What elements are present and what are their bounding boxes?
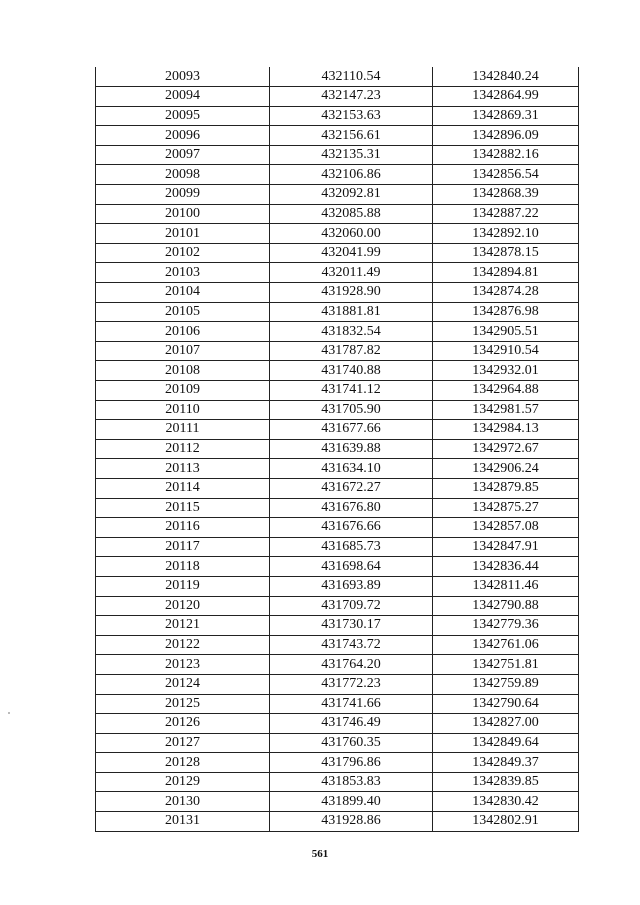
point-id-cell: 20094 [96,87,270,107]
x-coordinate-cell: 431832.54 [270,322,433,342]
table-row [96,518,579,538]
y-coordinate-cell: 1342802.91 [433,812,579,832]
point-id-cell: 20096 [96,126,270,146]
x-coordinate-cell: 431796.86 [270,753,433,773]
table-row [96,224,579,244]
point-id-cell: 20116 [96,518,270,538]
table-row [96,106,579,126]
x-coordinate-cell: 431899.40 [270,792,433,812]
point-id-cell: 20127 [96,733,270,753]
table-row [96,165,579,185]
x-coordinate-cell: 432153.63 [270,106,433,126]
x-coordinate-cell: 431764.20 [270,655,433,675]
y-coordinate-cell: 1342896.09 [433,126,579,146]
x-coordinate-cell: 432135.31 [270,145,433,165]
y-coordinate-cell: 1342751.81 [433,655,579,675]
table-row [96,635,579,655]
y-coordinate-cell: 1342874.28 [433,283,579,303]
x-coordinate-cell: 431760.35 [270,733,433,753]
x-coordinate-cell: 432092.81 [270,185,433,205]
point-id-cell: 20111 [96,420,270,440]
margin-speck [8,712,10,714]
y-coordinate-cell: 1342759.89 [433,674,579,694]
x-coordinate-cell: 431677.66 [270,420,433,440]
x-coordinate-cell: 431676.80 [270,498,433,518]
x-coordinate-cell: 432110.54 [270,67,433,87]
y-coordinate-cell: 1342857.08 [433,518,579,538]
table-row [96,674,579,694]
table-row [96,772,579,792]
point-id-cell: 20115 [96,498,270,518]
point-id-cell: 20104 [96,283,270,303]
point-id-cell: 20102 [96,243,270,263]
point-id-cell: 20109 [96,381,270,401]
y-coordinate-cell: 1342849.64 [433,733,579,753]
table-row [96,381,579,401]
table-row [96,576,579,596]
y-coordinate-cell: 1342964.88 [433,381,579,401]
x-coordinate-cell: 431705.90 [270,400,433,420]
y-coordinate-cell: 1342972.67 [433,439,579,459]
y-coordinate-cell: 1342847.91 [433,537,579,557]
table-row [96,439,579,459]
y-coordinate-cell: 1342984.13 [433,420,579,440]
point-id-cell: 20100 [96,204,270,224]
y-coordinate-cell: 1342894.81 [433,263,579,283]
y-coordinate-cell: 1342868.39 [433,185,579,205]
table-row [96,792,579,812]
x-coordinate-cell: 431693.89 [270,576,433,596]
coordinate-table [95,67,579,832]
point-id-cell: 20110 [96,400,270,420]
point-id-cell: 20099 [96,185,270,205]
table-row [96,263,579,283]
point-id-cell: 20103 [96,263,270,283]
x-coordinate-cell: 431676.66 [270,518,433,538]
x-coordinate-cell: 432041.99 [270,243,433,263]
y-coordinate-cell: 1342892.10 [433,224,579,244]
table-row [96,67,579,87]
table-row [96,400,579,420]
y-coordinate-cell: 1342864.99 [433,87,579,107]
point-id-cell: 20093 [96,67,270,87]
point-id-cell: 20129 [96,772,270,792]
point-id-cell: 20125 [96,694,270,714]
y-coordinate-cell: 1342849.37 [433,753,579,773]
x-coordinate-cell: 431685.73 [270,537,433,557]
y-coordinate-cell: 1342910.54 [433,341,579,361]
x-coordinate-cell: 431928.90 [270,283,433,303]
table-row [96,361,579,381]
x-coordinate-cell: 432147.23 [270,87,433,107]
y-coordinate-cell: 1342887.22 [433,204,579,224]
table-row [96,655,579,675]
x-coordinate-cell: 431743.72 [270,635,433,655]
x-coordinate-cell: 432011.49 [270,263,433,283]
point-id-cell: 20120 [96,596,270,616]
table-row [96,322,579,342]
x-coordinate-cell: 431853.83 [270,772,433,792]
point-id-cell: 20117 [96,537,270,557]
x-coordinate-cell: 431741.12 [270,381,433,401]
point-id-cell: 20122 [96,635,270,655]
x-coordinate-cell: 431639.88 [270,439,433,459]
y-coordinate-cell: 1342878.15 [433,243,579,263]
table-row [96,145,579,165]
point-id-cell: 20112 [96,439,270,459]
table-row [96,87,579,107]
x-coordinate-cell: 431928.86 [270,812,433,832]
point-id-cell: 20130 [96,792,270,812]
y-coordinate-cell: 1342932.01 [433,361,579,381]
y-coordinate-cell: 1342875.27 [433,498,579,518]
y-coordinate-cell: 1342779.36 [433,616,579,636]
table-row [96,478,579,498]
y-coordinate-cell: 1342830.42 [433,792,579,812]
point-id-cell: 20106 [96,322,270,342]
y-coordinate-cell: 1342790.64 [433,694,579,714]
coordinate-table-body [96,67,579,831]
table-row [96,557,579,577]
y-coordinate-cell: 1342869.31 [433,106,579,126]
table-row [96,341,579,361]
x-coordinate-cell: 431881.81 [270,302,433,322]
page-number: 561 [311,848,329,860]
table-row [96,204,579,224]
x-coordinate-cell: 432060.00 [270,224,433,244]
x-coordinate-cell: 431730.17 [270,616,433,636]
point-id-cell: 20124 [96,674,270,694]
y-coordinate-cell: 1342876.98 [433,302,579,322]
table-row [96,812,579,832]
point-id-cell: 20105 [96,302,270,322]
x-coordinate-cell: 431634.10 [270,459,433,479]
y-coordinate-cell: 1342790.88 [433,596,579,616]
table-row [96,185,579,205]
table-row [96,420,579,440]
x-coordinate-cell: 431772.23 [270,674,433,694]
x-coordinate-cell: 431709.72 [270,596,433,616]
point-id-cell: 20098 [96,165,270,185]
y-coordinate-cell: 1342882.16 [433,145,579,165]
table-row [96,302,579,322]
x-coordinate-cell: 431787.82 [270,341,433,361]
table-row [96,537,579,557]
point-id-cell: 20119 [96,576,270,596]
x-coordinate-cell: 431698.64 [270,557,433,577]
x-coordinate-cell: 431741.66 [270,694,433,714]
table-row [96,243,579,263]
table-row [96,616,579,636]
y-coordinate-cell: 1342906.24 [433,459,579,479]
point-id-cell: 20114 [96,478,270,498]
y-coordinate-cell: 1342905.51 [433,322,579,342]
point-id-cell: 20123 [96,655,270,675]
point-id-cell: 20108 [96,361,270,381]
x-coordinate-cell: 431672.27 [270,478,433,498]
table-row [96,753,579,773]
table-row [96,459,579,479]
y-coordinate-cell: 1342981.57 [433,400,579,420]
point-id-cell: 20097 [96,145,270,165]
point-id-cell: 20126 [96,714,270,734]
point-id-cell: 20128 [96,753,270,773]
x-coordinate-cell: 432085.88 [270,204,433,224]
point-id-cell: 20101 [96,224,270,244]
point-id-cell: 20113 [96,459,270,479]
table-row [96,733,579,753]
y-coordinate-cell: 1342761.06 [433,635,579,655]
point-id-cell: 20121 [96,616,270,636]
point-id-cell: 20118 [96,557,270,577]
table-row [96,694,579,714]
y-coordinate-cell: 1342811.46 [433,576,579,596]
x-coordinate-cell: 431746.49 [270,714,433,734]
x-coordinate-cell: 432106.86 [270,165,433,185]
table-row [96,498,579,518]
table-row [96,126,579,146]
point-id-cell: 20107 [96,341,270,361]
point-id-cell: 20095 [96,106,270,126]
y-coordinate-cell: 1342827.00 [433,714,579,734]
table-row [96,283,579,303]
table-row [96,714,579,734]
y-coordinate-cell: 1342879.85 [433,478,579,498]
table-row [96,596,579,616]
point-id-cell: 20131 [96,812,270,832]
y-coordinate-cell: 1342836.44 [433,557,579,577]
y-coordinate-cell: 1342840.24 [433,67,579,87]
x-coordinate-cell: 431740.88 [270,361,433,381]
y-coordinate-cell: 1342839.85 [433,772,579,792]
x-coordinate-cell: 432156.61 [270,126,433,146]
y-coordinate-cell: 1342856.54 [433,165,579,185]
